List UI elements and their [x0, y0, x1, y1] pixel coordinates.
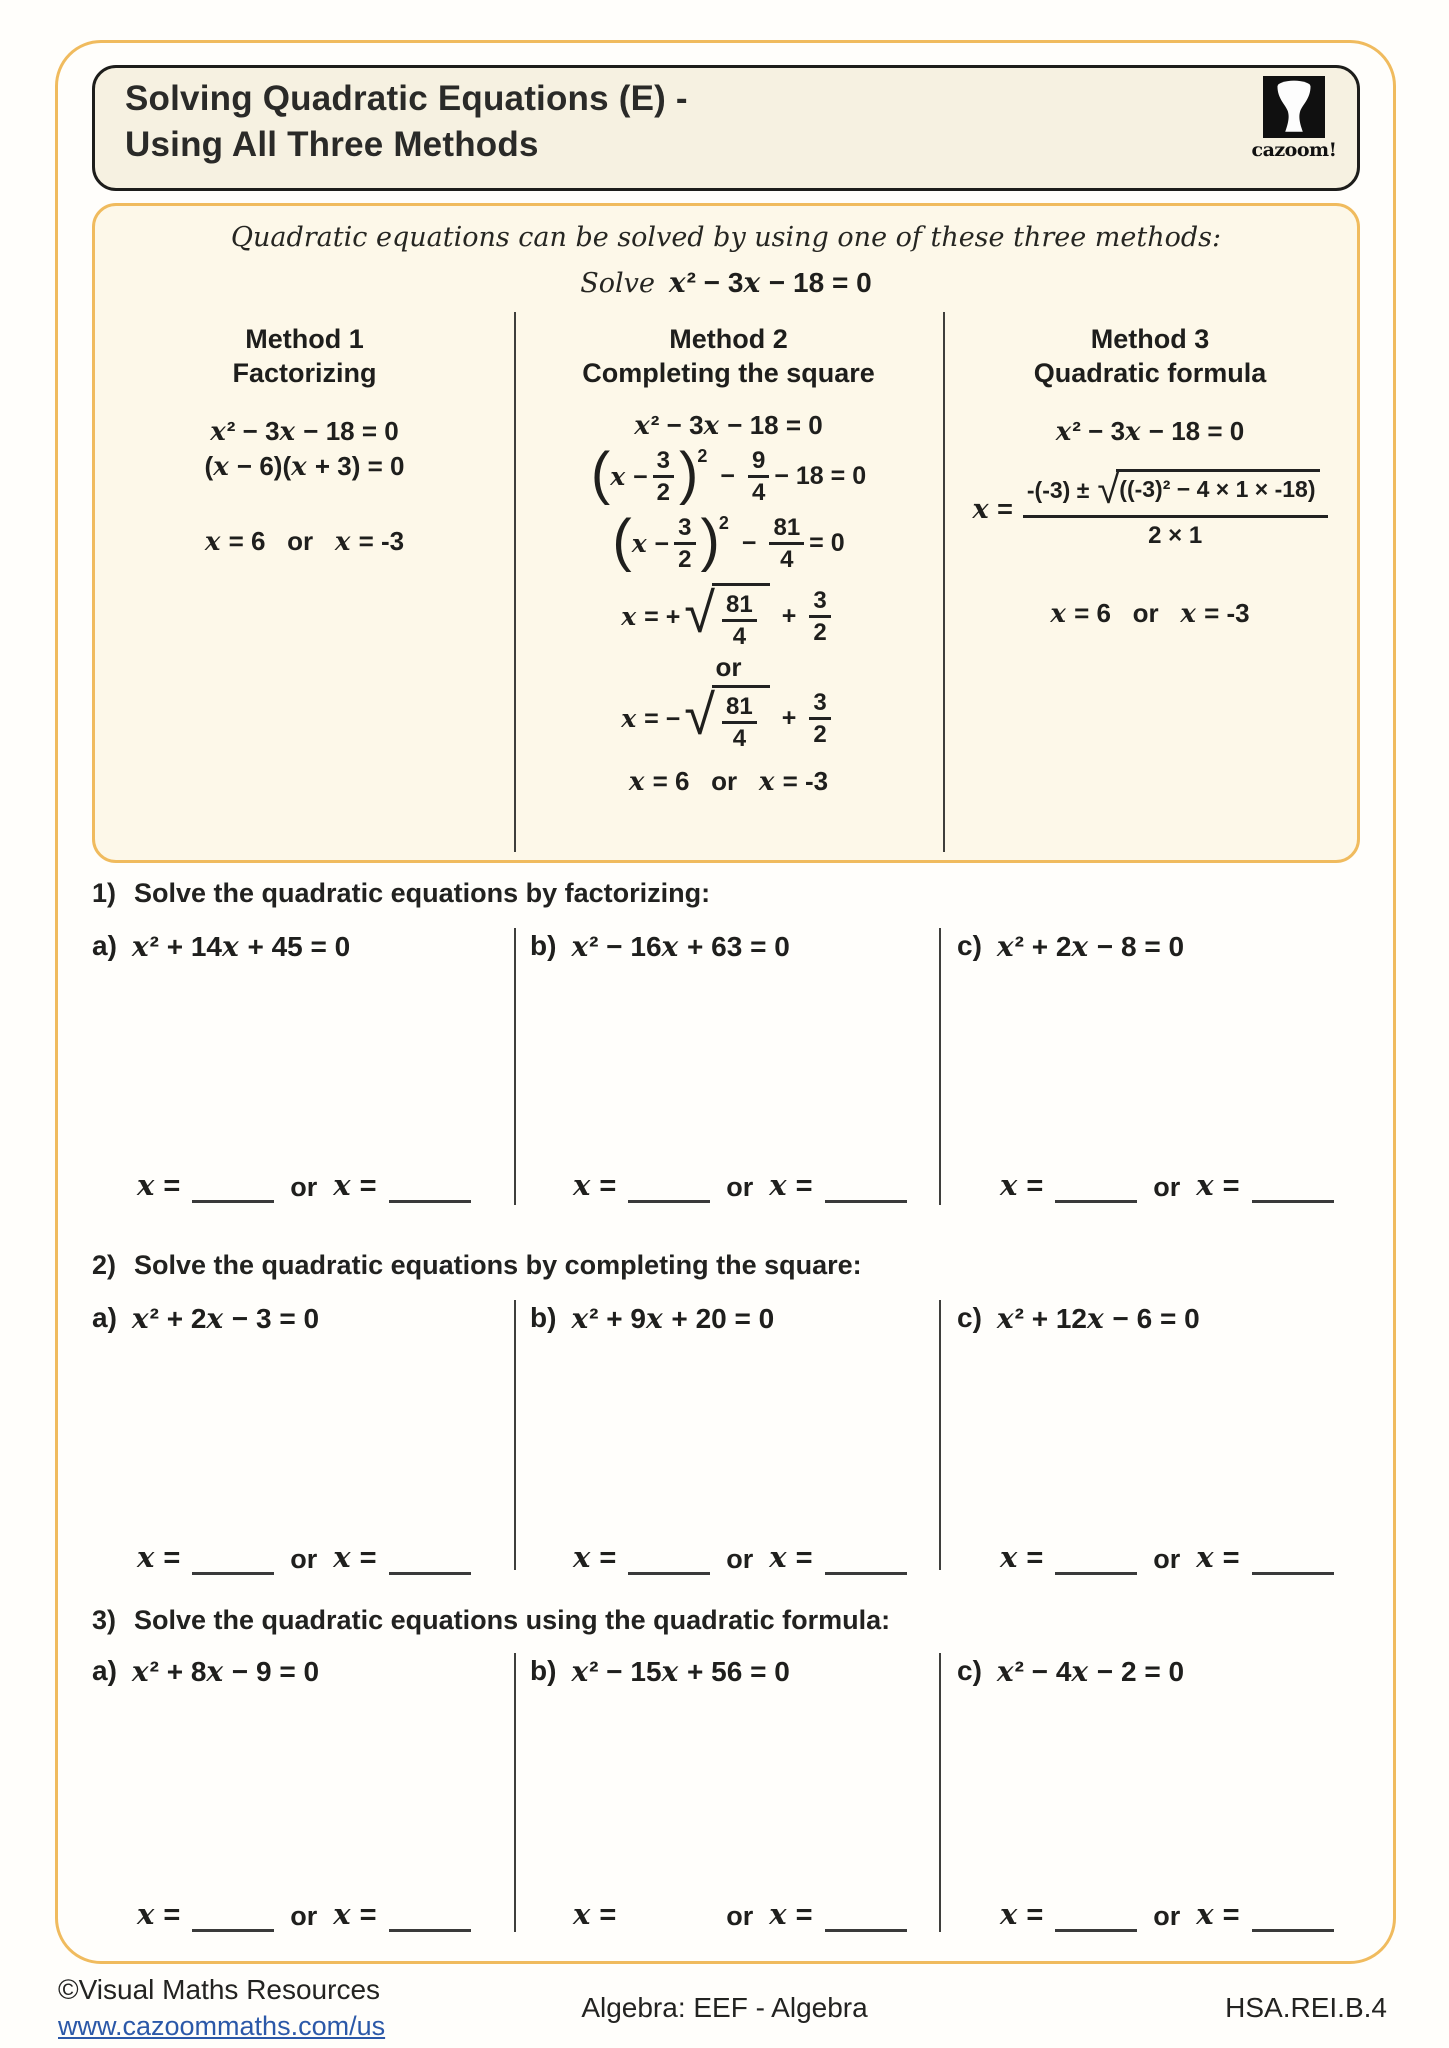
page-title-line2: Using All Three Methods — [125, 125, 539, 164]
column-divider — [939, 1653, 941, 1932]
footer-link[interactable]: www.cazoommaths.com/us — [58, 2011, 386, 2041]
radical-symbol: √ — [684, 581, 716, 644]
answer-blank — [1252, 1164, 1334, 1203]
problem-equation: x² − 16x + 63 = 0 — [571, 930, 790, 963]
section-number: 2) — [92, 1250, 117, 1280]
equation-step: ( x − $\frac{3}{2}$ ) 2 − $\frac{81}{4}$ = 0 — [612, 507, 845, 573]
fraction: $\frac{3}{2}$ — [809, 587, 830, 646]
radical — [684, 685, 769, 752]
problem-equation: x² + 9x + 20 = 0 — [571, 1302, 775, 1335]
radical-symbol: √ — [684, 683, 716, 746]
equation-step: x = + √ $\frac{81}{4}$ + $\frac{3}{2}$ — [621, 583, 835, 650]
method-2-column — [514, 312, 943, 797]
page-title-line1: Solving Quadratic Equations (E) - — [125, 79, 688, 118]
fraction: $\frac{3}{2}$ — [653, 447, 674, 506]
section-title: Solve the quadratic equations by completing the square: — [134, 1250, 862, 1280]
or-label: or — [1153, 1544, 1181, 1574]
answer-x-equals: x = — [573, 1540, 617, 1574]
answer-x-equals: x = — [333, 1168, 377, 1202]
problem-label: b) — [530, 1655, 557, 1686]
method-heading: Method 1 — [245, 324, 364, 354]
radical: √ ((-3)² − 4 × 1 × -18) — [1097, 469, 1319, 511]
or-label: or — [1153, 1901, 1181, 1931]
answer-blank — [1055, 1536, 1137, 1575]
fraction: -(-3) ± √ ((-3)² − 4 × 1 × -18) 2 × 1 — [1023, 469, 1328, 550]
problem-equation: x² + 2x − 3 = 0 — [131, 1302, 320, 1335]
column-divider — [939, 1300, 941, 1570]
solve-equation: x² − 3x − 18 = 0 — [668, 266, 872, 299]
method-columns — [95, 312, 1357, 797]
fraction: $\frac{81}{4}$ — [722, 591, 757, 650]
answer-x-equals: x = — [1000, 1168, 1044, 1202]
equation-step: x = − √ $\frac{81}{4}$ + $\frac{3}{2}$ — [621, 685, 835, 752]
fraction: $\frac{3}{2}$ — [674, 514, 695, 573]
answer-blank — [628, 1896, 710, 1932]
solve-label: Solve — [580, 268, 655, 299]
section-title: Solve the quadratic equations by factorizing: — [134, 878, 711, 908]
answer-blank — [192, 1536, 274, 1575]
method-1-column — [95, 312, 514, 797]
section-title: Solve the quadratic equations using the quadratic formula: — [134, 1605, 891, 1635]
problem-label: b) — [530, 1302, 557, 1333]
answer-x-equals: x = — [1000, 1540, 1044, 1574]
method-3-column — [943, 312, 1357, 797]
answer-x-equals: x = — [1196, 1897, 1240, 1931]
or-label: or — [290, 1901, 318, 1931]
or-label: or — [726, 1544, 754, 1574]
logo-caption: cazoom! — [1251, 139, 1337, 161]
answer-x-equals: x = — [333, 1540, 377, 1574]
fraction: $\frac{3}{2}$ — [809, 689, 830, 748]
answer-x-equals: x = — [1196, 1540, 1240, 1574]
problem-label: a) — [92, 930, 117, 961]
answer-x-equals: x = — [769, 1168, 813, 1202]
equation-step: x² − 3x − 18 = 0 — [1055, 416, 1245, 447]
column-divider — [939, 928, 941, 1205]
answer-blank — [1055, 1164, 1137, 1203]
section-3 — [92, 1605, 1360, 1977]
page-title — [125, 76, 688, 168]
column-divider — [514, 1300, 516, 1570]
answer-x-equals: x = — [1196, 1168, 1240, 1202]
answer-blank — [825, 1536, 907, 1575]
problem-equation: x² + 14x + 45 = 0 — [131, 930, 351, 963]
problem-equation: x² − 4x − 2 = 0 — [996, 1655, 1185, 1688]
problem-label: a) — [92, 1655, 117, 1686]
answer-x-equals: x = — [137, 1540, 181, 1574]
radical — [684, 583, 769, 650]
or-label: or — [726, 1901, 754, 1931]
method-result: x = 6 or x = -3 — [204, 526, 405, 557]
answer-blank — [628, 1164, 710, 1203]
answer-x-equals: x = — [1000, 1897, 1044, 1931]
method-heading: Method 3 — [1090, 324, 1210, 354]
answer-x-equals: x = — [573, 1168, 617, 1202]
answer-blank — [1055, 1893, 1137, 1932]
problem-label: c) — [957, 1655, 982, 1686]
section-number: 3) — [92, 1605, 117, 1635]
problem-equation: x² − 15x + 56 = 0 — [571, 1655, 790, 1688]
intro-panel — [92, 203, 1360, 863]
cazoom-logo — [1251, 76, 1337, 161]
radical-symbol: √ — [1097, 468, 1120, 512]
worksheet-frame — [55, 40, 1396, 1964]
problem-label: c) — [957, 930, 982, 961]
section-1 — [92, 878, 1360, 1250]
equation-step: x² − 3x − 18 = 0 — [210, 416, 399, 447]
or-label: or — [1153, 1172, 1181, 1202]
method-subheading: Quadratic formula — [1033, 358, 1267, 388]
method-result: x = 6 or x = -3 — [1050, 598, 1250, 629]
djembe-drum-icon — [1263, 76, 1325, 138]
solve-example — [95, 266, 1357, 299]
fraction: $\frac{81}{4}$ — [769, 514, 804, 573]
problem-label: c) — [957, 1302, 982, 1333]
answer-x-equals: x = — [137, 1168, 181, 1202]
footer-standard-code: HSA.REI.B.4 — [1225, 1992, 1387, 2023]
problem-equation: x² + 8x − 9 = 0 — [131, 1655, 320, 1688]
answer-blank — [389, 1164, 471, 1203]
answer-blank — [192, 1893, 274, 1932]
title-box — [92, 65, 1360, 191]
problem-label: b) — [530, 930, 557, 961]
column-divider — [514, 1653, 516, 1932]
method-heading: Method 2 — [669, 324, 788, 354]
answer-blank — [825, 1893, 907, 1932]
footer-copyright: ©Visual Maths Resources — [58, 1974, 381, 2005]
problem-label: a) — [92, 1302, 117, 1333]
fraction: $\frac{9}{4}$ — [748, 447, 769, 506]
method-subheading: Completing the square — [582, 358, 875, 388]
equation-step: ( x − $\frac{3}{2}$ ) 2 − $\frac{9}{4}$ − 18 = 0 — [590, 440, 867, 506]
answer-blank — [628, 1536, 710, 1575]
problem-equation: x² + 2x − 8 = 0 — [996, 930, 1185, 963]
or-label: or — [290, 1172, 318, 1202]
problem-equation: x² + 12x − 6 = 0 — [996, 1302, 1200, 1335]
intro-lead-text: Quadratic equations can be solved by using one of these three methods: — [230, 222, 1222, 253]
quadratic-formula: x = -(-3) ± √ ((-3)² − 4 × 1 × -18) 2 × 1 — [972, 469, 1327, 550]
answer-x-equals: x = — [137, 1897, 181, 1931]
answer-blank — [389, 1536, 471, 1575]
answer-blank — [825, 1164, 907, 1203]
or-label: or — [726, 1172, 754, 1202]
answer-x-equals: x = — [333, 1897, 377, 1931]
fraction: $\frac{81}{4}$ — [722, 693, 757, 752]
equation-step: (x − 6)(x + 3) = 0 — [204, 451, 405, 482]
column-divider — [514, 928, 516, 1205]
answer-x-equals: x = — [573, 1897, 617, 1931]
or-label: or — [290, 1544, 318, 1574]
equation-step: x² − 3x − 18 = 0 — [634, 410, 823, 441]
method-result: x = 6 or x = -3 — [628, 766, 829, 797]
or-label: or — [715, 652, 742, 682]
answer-blank — [1252, 1893, 1334, 1932]
answer-x-equals: x = — [769, 1540, 813, 1574]
answer-blank — [1252, 1536, 1334, 1575]
section-number: 1) — [92, 878, 117, 908]
answer-blank — [389, 1893, 471, 1932]
answer-blank — [192, 1164, 274, 1203]
footer-category: Algebra: EEF - Algebra — [581, 1992, 868, 2023]
method-subheading: Factorizing — [232, 358, 377, 388]
answer-x-equals: x = — [769, 1897, 813, 1931]
section-2 — [92, 1250, 1360, 1622]
